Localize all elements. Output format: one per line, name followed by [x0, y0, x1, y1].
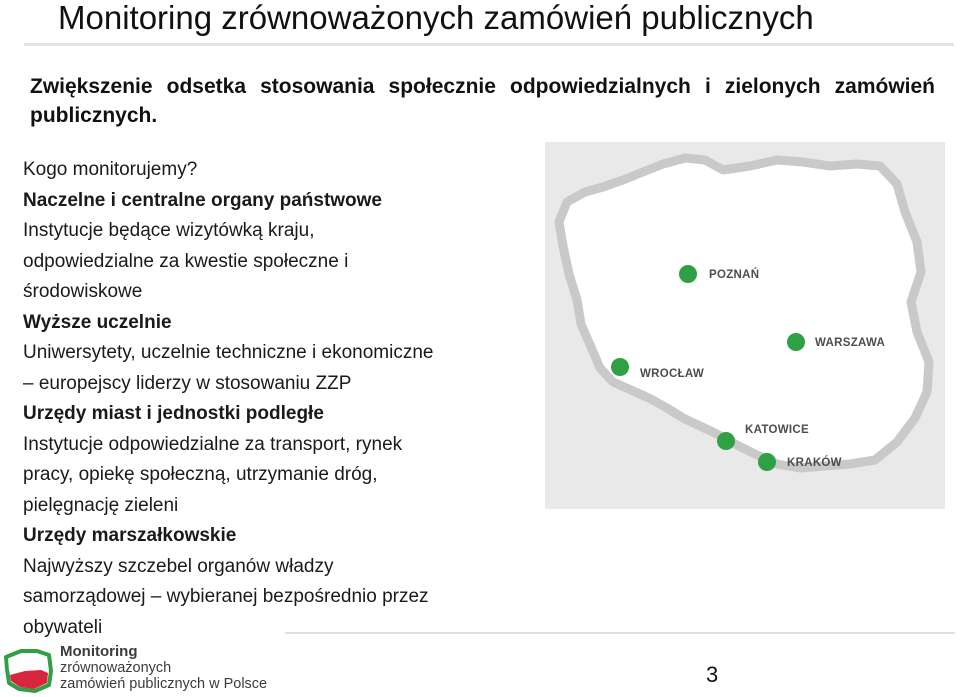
body-line: środowiskowe: [23, 281, 143, 302]
body-line-question: Kogo monitorujemy?: [23, 159, 198, 180]
body-line: – europejscy liderzy w stosowaniu ZZP: [23, 372, 352, 394]
city-dot-warszawa: [787, 333, 805, 351]
body-line: Najwyższy szczebel organów władzy: [23, 555, 334, 577]
city-label-krakow: KRAKÓW: [787, 457, 842, 469]
heading-universities: Wyższe uczelnie: [23, 311, 172, 333]
poland-outline: [545, 142, 945, 509]
heading-central-organs: Naczelne i centralne organy państwowe: [23, 189, 382, 211]
city-label-poznan: POZNAŃ: [709, 269, 760, 281]
logo-line-1: Monitoring: [60, 643, 138, 660]
monitoring-logo-icon: [3, 645, 55, 693]
city-dot-katowice: [717, 432, 735, 450]
page-number: 3: [706, 662, 719, 687]
body-line: Instytucje odpowiedzialne za transport, rynek: [23, 433, 403, 455]
footer-divider: [285, 632, 955, 634]
city-label-katowice: KATOWICE: [745, 424, 809, 436]
city-dot-poznan: [679, 265, 697, 283]
city-label-wroclaw: WROCŁAW: [640, 368, 705, 380]
slide-subtitle: Zwiększenie odsetka stosowania społecznie odpowiedzialnych i zielonych zamówień publicznych.: [30, 75, 935, 127]
city-label-warszawa: WARSZAWA: [815, 337, 886, 349]
body-text: [23, 155, 523, 643]
heading-marshal-offices: Urzędy marszałkowskie: [23, 525, 237, 546]
poland-map: [545, 142, 945, 509]
city-dot-wroclaw: [611, 358, 629, 376]
body-line: Uniwersytety, uczelnie techniczne i ekonomiczne: [23, 342, 434, 363]
logo-line-3: zamówień publicznych w Polsce: [60, 676, 268, 692]
slide-title: Monitoring zrównoważonych zamówień publicznych: [58, 0, 814, 36]
title-divider: [24, 43, 954, 46]
body-line: obywateli: [23, 616, 103, 638]
body-line: Instytucje będące wizytówką kraju,: [23, 220, 315, 241]
body-line: pielęgnację zieleni: [23, 494, 179, 516]
heading-city-offices: Urzędy miast i jednostki podległe: [23, 403, 324, 424]
logo-line-2: zrównoważonych: [60, 660, 172, 676]
body-line: odpowiedzialne za kwestie społeczne i: [23, 250, 349, 272]
city-dot-krakow: [758, 453, 776, 471]
logo-text: [60, 644, 267, 692]
body-line: pracy, opiekę społeczną, utrzymanie dróg,: [23, 464, 378, 485]
body-line: samorządowej – wybieranej bezpośrednio przez: [23, 586, 429, 607]
